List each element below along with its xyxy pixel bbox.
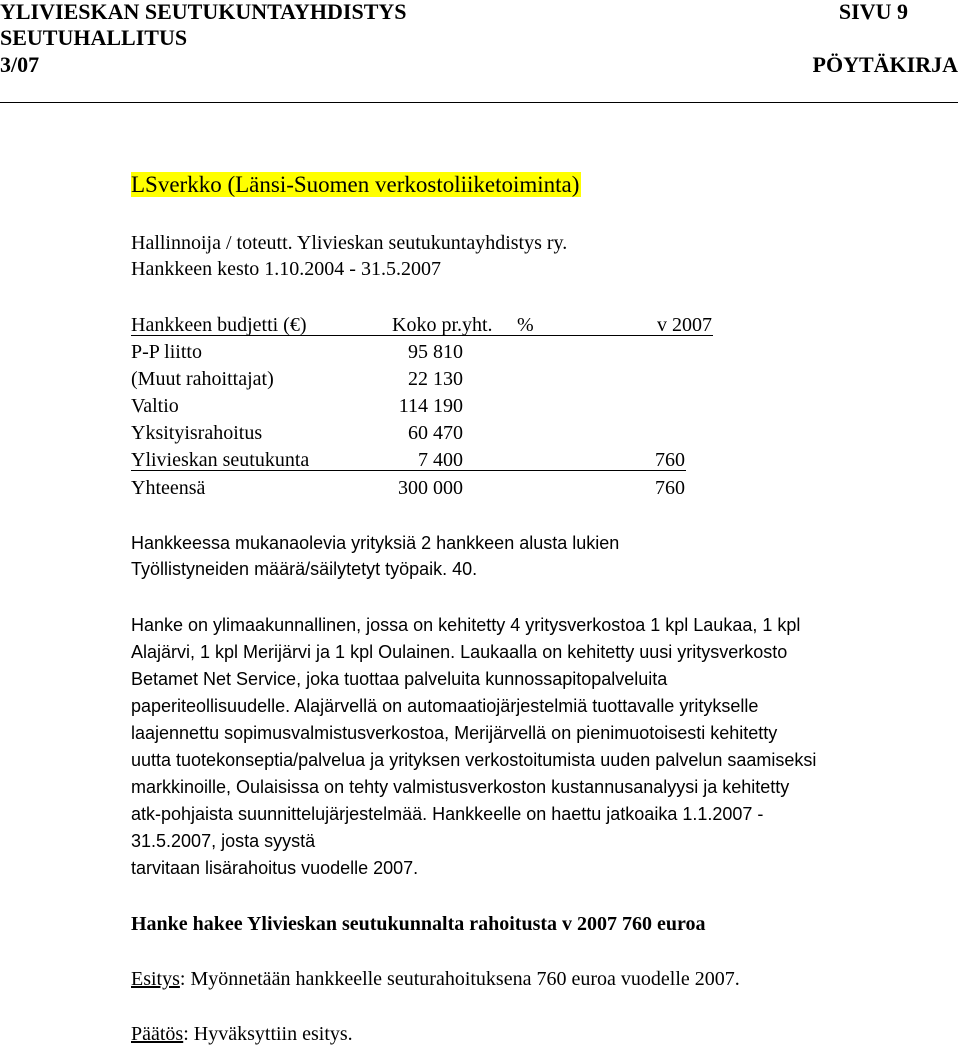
budget-header-label: Hankkeen budjetti (€) [131,314,307,336]
budget-header-pct: % [517,314,534,336]
decision-text: Hyväksyttiin esitys. [188,1023,353,1045]
budget-row-total: 114 190 [398,395,463,417]
budget-header-underline [131,335,713,336]
description-line: Alajärvi, 1 kpl Merijärvi ja 1 kpl Oulainen. Laukaalla on kehitetty uusi yritysverkosto [131,642,788,662]
budget-row-label: Yksityisrahoitus [131,422,263,444]
stats-jobs: Työllistyneiden määrä/säilytetyt työpaik. 40. [131,559,478,579]
description-line: laajennettu sopimusvalmistusverkostoa, Merijärvellä on pienimuotoisesti kehitetty [131,723,778,743]
section-title [131,170,581,200]
budget-row-label: Ylivieskan seutukunta [131,449,310,471]
decision-line [131,1021,353,1047]
decision-separator: : [183,1023,189,1045]
budget-row-label: Yhteensä [131,477,206,499]
admin-line: Hallinnoija / toteutt. Ylivieskan seutukuntayhdistys ry. [131,232,568,254]
decision-label: Päätös [131,1023,184,1045]
proposal-line [131,966,740,992]
budget-row-label: (Muut rahoittajat) [131,368,274,390]
description-line: 31.5.2007, josta syystä [131,831,316,851]
section-title-text: LSverkko (Länsi-Suomen verkostoliiketoiminta) [131,172,580,197]
description-line: paperiteollisuudelle. Alajärvellä on automaatiojärjestelmiä tuottavalle yritykselle [131,696,759,716]
header-org: YLIVIESKAN SEUTUKUNTAYHDISTYS [0,0,407,24]
description-line: tarvitaan lisärahoitus vuodelle 2007. [131,858,419,878]
header-body: SEUTUHALLITUS [0,25,188,50]
budget-row-year: 760 [655,477,685,499]
duration-line: Hankkeen kesto 1.10.2004 - 31.5.2007 [131,258,441,280]
budget-header-total: Koko pr.yht. [392,314,493,336]
description-line: atk-pohjaista suunnittelujärjestelmää. Hankkeelle on haettu jatkoaika 1.1.2007 - [131,804,764,824]
description-line: markkinoille, Oulaisissa on tehty valmistusverkoston kustannusanalyysi ja kehitetty [131,777,790,797]
budget-row-year: 760 [655,449,685,471]
description-line: uutta tuotekonseptia/palvelua ja yrityksen verkostoitumista uuden palvelun saamiseksi [131,750,817,770]
budget-row-total: 300 000 [398,477,463,499]
header-meeting: 3/07 [0,52,40,77]
budget-row-total: 22 130 [408,368,463,390]
budget-total-underline [131,470,686,471]
header-page: SIVU 9 [838,0,908,24]
stats-companies: Hankkeessa mukanaolevia yrityksiä 2 hankkeen alusta lukien [131,533,620,553]
budget-row-label: P-P liitto [131,341,202,363]
header-rule [0,102,958,103]
budget-row-total: 95 810 [408,341,463,363]
proposal-label: Esitys [131,968,180,990]
proposal-separator: : [179,968,186,990]
description-line: Hanke on ylimaakunnallinen, jossa on kehitetty 4 yritysverkostoa 1 kpl Laukaa, 1 kpl [131,615,801,635]
budget-row-total: 7 400 [418,449,463,471]
budget-row-label: Valtio [131,395,179,417]
proposal-text: Myönnetään hankkeelle seuturahoituksena 760 euroa vuodelle 2007. [185,968,740,990]
header-doc-type: PÖYTÄKIRJA [812,52,958,77]
budget-header-year: v 2007 [657,314,712,336]
budget-row-total: 60 470 [408,422,463,444]
description-line: Betamet Net Service, joka tuottaa palveluita kunnossapitopalveluita [131,669,668,689]
funding-request: Hanke hakee Ylivieskan seutukunnalta rahoitusta v 2007 760 euroa [131,913,706,935]
